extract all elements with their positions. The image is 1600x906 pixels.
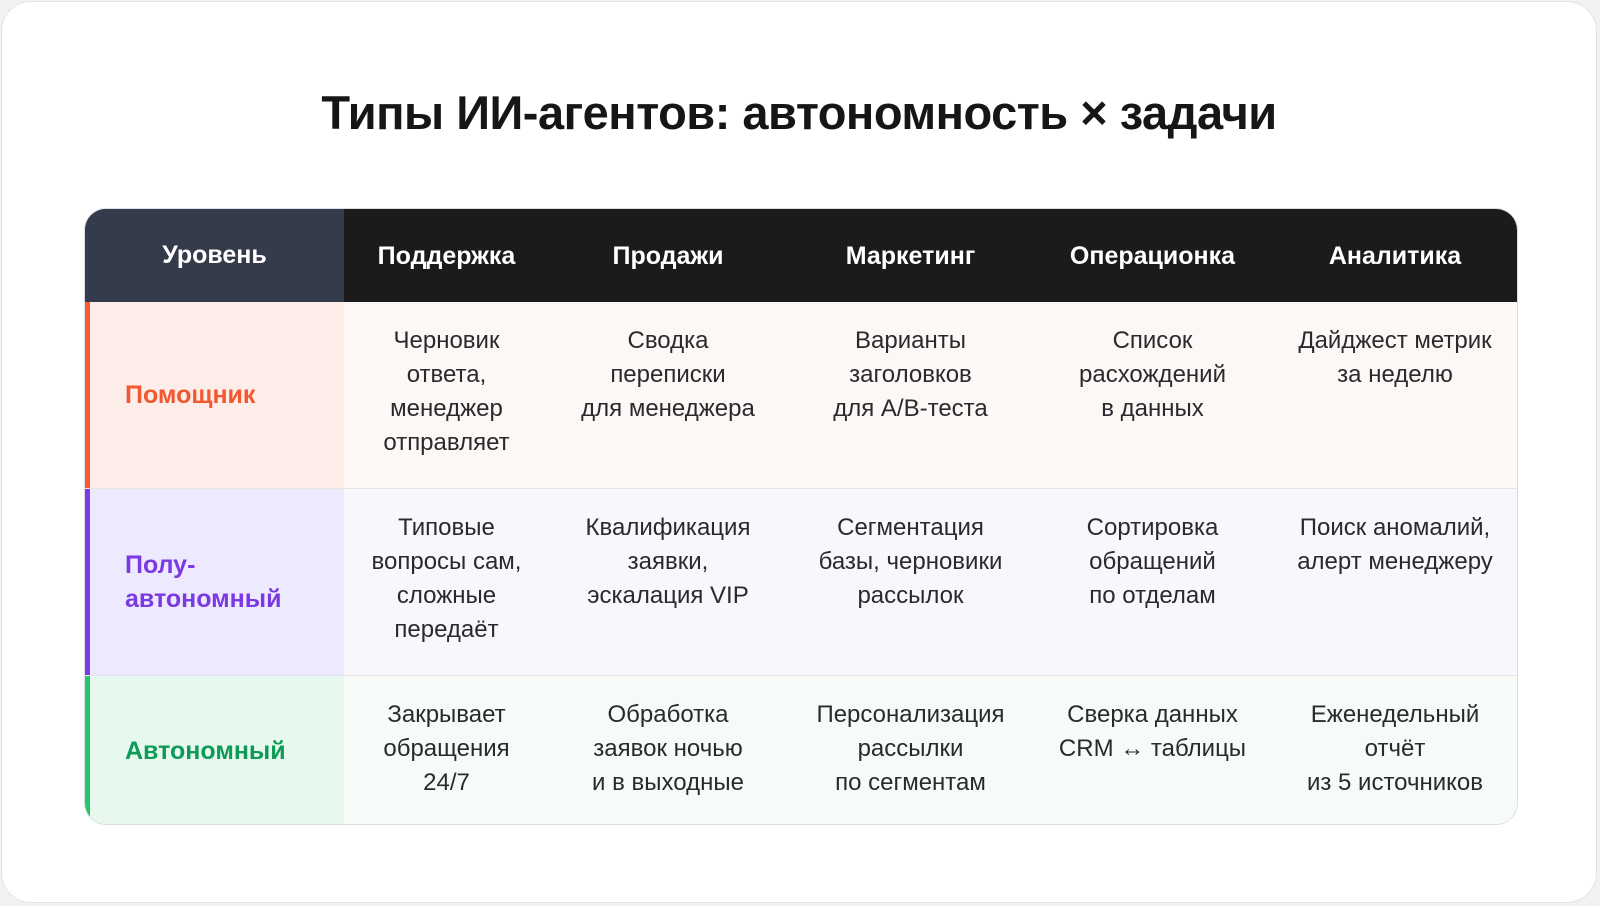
table-cell: Персонализация рассылки по сегментам <box>816 701 1005 796</box>
header-cell-operations <box>1034 209 1271 302</box>
level-cell-autonomous <box>85 676 344 825</box>
table-cell: Поиск аномалий, алерт менеджеру <box>1297 514 1493 575</box>
header-cell-sales <box>549 209 787 302</box>
table-row-assistant <box>85 302 1517 489</box>
level-label: Автономный <box>125 737 286 765</box>
header-cell-support <box>344 209 549 302</box>
table-cell: Еженедельный отчёт из 5 источников <box>1306 701 1484 796</box>
table-cell: Дайджест метрик за неделю <box>1298 327 1492 388</box>
table-row-autonomous <box>85 676 1517 825</box>
table-cell: Сверка данных CRM ↔ таблицы <box>1058 701 1247 762</box>
header-cell-level <box>85 209 344 302</box>
table-cell: Сегментация базы, черновики рассылок <box>818 514 1003 609</box>
slide-card <box>1 1 1597 903</box>
table-header-row <box>85 209 1517 302</box>
header-label: Маркетинг <box>845 241 976 270</box>
table-cell: Сортировка обращений по отделам <box>1086 514 1219 609</box>
table-row-semi-autonomous <box>85 489 1517 676</box>
header-label: Поддержка <box>377 241 516 270</box>
table-cell: Квалификация заявки, эскалация VIP <box>585 514 751 609</box>
header-label: Продажи <box>612 241 724 270</box>
agent-types-table <box>84 208 1518 825</box>
level-label: Помощник <box>125 381 256 409</box>
table-cell: Сводка переписки для менеджера <box>581 327 755 422</box>
table-cell: Обработка заявок ночью и в выходные <box>592 701 744 796</box>
header-cell-marketing <box>787 209 1034 302</box>
header-label: Операционка <box>1069 241 1236 270</box>
level-cell-semi-autonomous <box>85 489 344 675</box>
header-label: Уровень <box>162 241 267 269</box>
table-cell: Типовые вопросы сам, сложные передаёт <box>371 514 522 643</box>
table-cell: Список расхождений в данных <box>1079 327 1226 422</box>
header-label: Аналитика <box>1328 241 1462 270</box>
level-cell-assistant <box>85 302 344 488</box>
level-label: Полу- автономный <box>125 551 282 613</box>
page-title: Типы ИИ-агентов: автономность × задачи <box>321 86 1277 139</box>
header-cell-analytics <box>1271 209 1518 302</box>
table-cell: Черновик ответа, менеджер отправляет <box>383 327 510 456</box>
table-cell: Закрывает обращения 24/7 <box>383 701 510 796</box>
table-cell: Варианты заголовков для A/B-теста <box>833 327 988 422</box>
